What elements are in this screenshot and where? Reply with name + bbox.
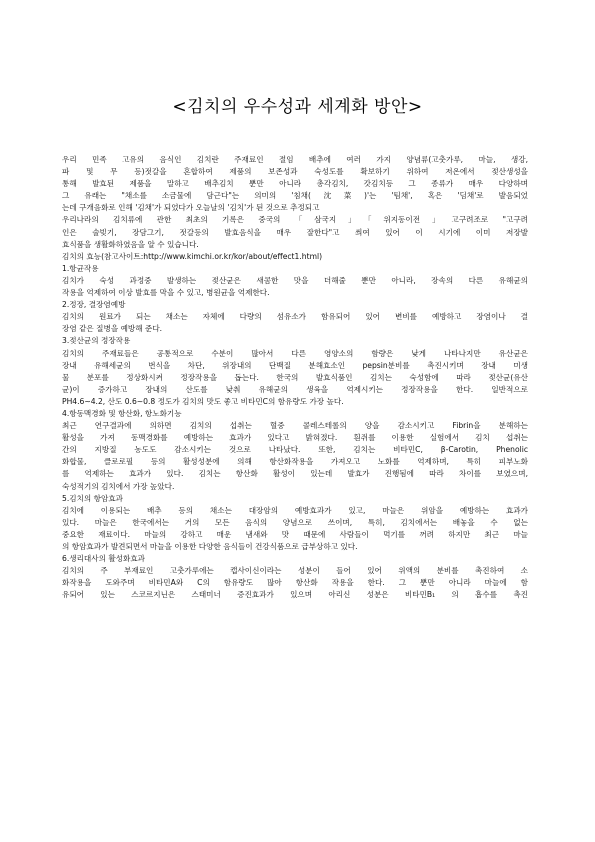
paragraph-line: 간의 지방질 농도도 감소시키는 것으로 나타났다. 또한, 김치는 비타민C, β-Carotin, Phenolic (62, 445, 528, 455)
paragraph-line: 작용을 억제하여 이상 발효를 막을 수 있고, 병원균을 억제한다. (62, 288, 270, 298)
paragraph-line: 김치가 숙성 과정중 발생하는 젖산균은 새콤한 맛을 더해줄 뿐만 아니라, 장속의 다른 유해균의 (62, 275, 528, 285)
paragraph-line: 인은 술빚기, 장담그기, 젓갈등의 발효음식을 매우 잘한다"고 씌여 있어 이 시기에 이미 저장발 (62, 227, 528, 237)
paragraph-line: 중요한 재료이다. 마늘의 강하고 매운 냄새와 맛 때문에 사람들이 먹기를 꺼려 하지만 최근 마늘 (62, 529, 528, 539)
paragraph-line: 화합물, 클로로필 등의 활성성분에 의해 항산화작용을 가져오고 노화를 억제하며, 특히 피부노화 (62, 457, 528, 467)
document-body (62, 154, 528, 601)
paragraph-line: 통해 발효된 제품을 말하고 배추김치 뿐만 아니라 총각김치, 갓김치등 그 종류가 매우 다양하며 (62, 179, 528, 189)
paragraph-line: 를 억제하는 효과가 있다. 김치는 항산화 활성이 있는데 발효가 진행됨에 따라 차이를 보였으며, (62, 469, 528, 479)
section-heading: 1.항균작용 (62, 263, 99, 273)
paragraph-line: PH4.6~4.2, 산도 0.6~0.8 정도가 김치의 맛도 좋고 비타민C의 함유량도 가장 높다. (62, 396, 344, 406)
paragraph-line: 최근 연구결과에 의하면 김치의 섭취는 혈중 콜레스테롤의 양을 감소시키고 Fibrin을 분해하는 (62, 421, 528, 431)
section-heading: 5.김치의 항암효과 (62, 493, 124, 503)
paragraph-line: 김치의 주재료들은 공통적으로 수분이 많아서 다른 영양소의 함량은 낮게 나타나지만 유산균은 (62, 348, 528, 358)
paragraph-line: 효식품을 생활화하였음을 알 수 있습니다. (62, 239, 199, 249)
paragraph-line: 화작용을 도와주며 비타민A와 C의 함유량도 많아 항산화 작용을 한다. 그 뿐만 아니라 마늘에 함 (62, 578, 528, 588)
section-heading: 2.정장, 결장염예방 (62, 300, 126, 310)
paragraph-line: 유되어 있는 스코르지닌은 스태미너 증진효과가 있으며 아리신 성분은 비타민B₁ 의 흡수를 촉진 (62, 590, 528, 600)
paragraph-line: 활성을 가져 동맥경화를 예방하는 효과가 있다고 밝혀졌다. 흰쥐를 이용한 실험에서 김치 섭취는 (62, 433, 528, 443)
paragraph-line: 있다. 마늘은 한국에서는 거의 모든 음식의 양념으로 쓰이며, 특히, 김치에서는 배놓을 수 없는 (62, 517, 528, 527)
section-heading: 김치의 효능(참고사이트:http://www.kimchi.or.kr/kor/about/effect1.html) (62, 251, 323, 261)
paragraph-line: 김치에 이용되는 배추 등의 채소는 대장암의 예방효과가 있고, 마늘은 위암을 예방하는 효과가 (62, 505, 528, 515)
section-heading: 3.젖산균의 정장작용 (62, 336, 131, 346)
paragraph-line: 장내 유해세균의 번식을 차단, 위장내의 단백질 분해효소인 pepsin분비를 촉진시키며 장내 미생 (62, 360, 528, 370)
paragraph-line: 우리 민족 고유의 음식인 김치란 주재료인 절임 배추에 여러 가지 양념류(고춧가루, 마늘, 생강, (62, 155, 528, 164)
paragraph-line: 김치의 원료가 되는 채소는 자체에 다량의 섬유소가 함유되어 있어 변비를 예방하고 장염이나 결 (62, 312, 528, 322)
paragraph-line: 파 및 무 등)젓갈을 혼합하여 제품의 보존성과 숙성도를 확보하기 위하여 저온에서 젖산생성을 (62, 167, 528, 177)
paragraph-line: 물 분포를 정상화시켜 정장작용을 돕는다. 한국의 발효식품인 김치는 숙성함에 따라 젖산균(유산 (62, 372, 528, 382)
paragraph-line: 의 항암효과가 발견되면서 마늘을 이용한 다양한 음식들이 건강식품으로 급부상하고 있다. (62, 542, 358, 551)
paragraph-line: 장염 같은 질병을 예방해 준다. (62, 324, 163, 334)
section-heading: 4.항동맥경화 및 항산화, 항노화기능 (62, 408, 182, 418)
paragraph-line: 는데 구개음화로 인해 '김채'가 되었다가 오늘날의 '김치'가 된 것으로 추정되고 (62, 203, 320, 213)
paragraph-line: 숙성적기의 김치에서 가장 높았다. (62, 481, 175, 491)
section-heading: 6.생리대사의 활성화효과 (62, 554, 146, 564)
document-title: <김치의 우수성과 세계화 방안> (172, 97, 423, 117)
paragraph-line: 우리나라의 김치류에 관한 최초의 기록은 중국의 「삼국지」「위지동이전」고구려조로 "고구려 (62, 215, 528, 225)
paragraph-line: 균)이 증가하고 장내의 산도를 낮춰 유해균의 생육을 억제시키는 정장작용을 한다. 일반적으로 (62, 384, 528, 394)
paragraph-line: 김치의 주 부재료인 고춧가루에는 캡사이신이라는 성분이 들어 있어 위액의 분비를 촉진하여 소 (62, 566, 528, 576)
paragraph-line: 그 유래는 "채소를 소금물에 담근다"는 의미의 '침채(沈菜)'는 '팀채', 혹은 '딤채'로 발음되었 (62, 191, 528, 201)
